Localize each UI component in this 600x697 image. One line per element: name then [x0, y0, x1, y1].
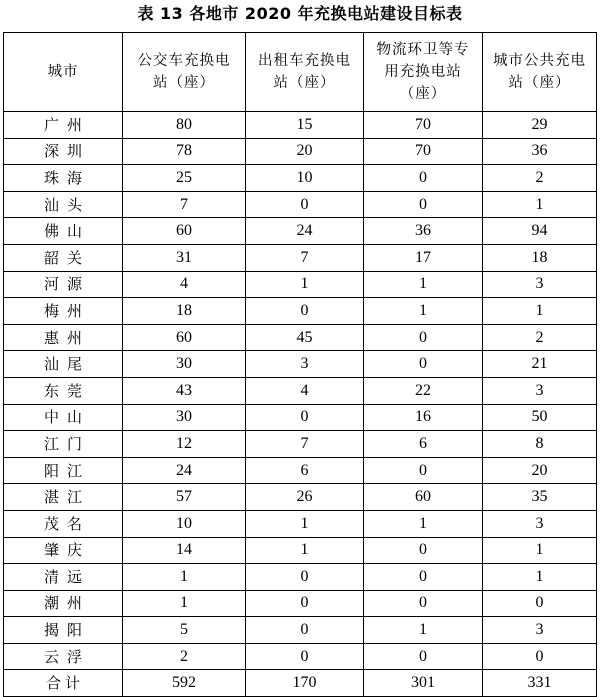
cell-public: 18 [483, 244, 597, 271]
cell-bus: 25 [123, 165, 246, 192]
cell-public: 21 [483, 351, 597, 378]
table-row [4, 643, 597, 670]
cell-taxi: 0 [246, 643, 364, 670]
cell-taxi: 170 [246, 670, 364, 697]
cell-taxi: 1 [246, 271, 364, 298]
cell-logistics: 0 [364, 351, 483, 378]
header-row [4, 33, 597, 112]
cell-bus: 7 [123, 191, 246, 218]
cell-city: 河源 [4, 271, 123, 298]
table-body [4, 112, 597, 697]
cell-city: 汕尾 [4, 351, 123, 378]
cell-bus: 60 [123, 324, 246, 351]
cell-public: 94 [483, 218, 597, 245]
cell-public: 1 [483, 537, 597, 564]
cell-logistics: 0 [364, 564, 483, 591]
cell-bus: 10 [123, 510, 246, 537]
table-row [4, 298, 597, 325]
table-row [4, 165, 597, 192]
table-row [4, 324, 597, 351]
cell-city: 深圳 [4, 138, 123, 165]
header-taxi: 出租车充换电站（座） [246, 33, 364, 112]
cell-public: 331 [483, 670, 597, 697]
cell-taxi: 6 [246, 457, 364, 484]
cell-bus: 60 [123, 218, 246, 245]
table-row [4, 351, 597, 378]
cell-logistics: 70 [364, 112, 483, 139]
cell-city: 珠海 [4, 165, 123, 192]
cell-bus: 80 [123, 112, 246, 139]
cell-logistics: 1 [364, 510, 483, 537]
cell-bus: 31 [123, 244, 246, 271]
cell-public: 3 [483, 377, 597, 404]
cell-bus: 57 [123, 484, 246, 511]
cell-city: 潮州 [4, 590, 123, 617]
cell-logistics: 16 [364, 404, 483, 431]
table-row [4, 191, 597, 218]
cell-bus: 2 [123, 643, 246, 670]
cell-city: 云浮 [4, 643, 123, 670]
charging-station-table [3, 32, 597, 697]
cell-logistics: 70 [364, 138, 483, 165]
table-row [4, 457, 597, 484]
cell-public: 2 [483, 324, 597, 351]
table-title: 表 13 各地市 2020 年充换电站建设目标表 [137, 4, 463, 23]
cell-public: 0 [483, 590, 597, 617]
cell-city: 佛山 [4, 218, 123, 245]
header-logistics: 物流环卫等专用充换电站（座） [364, 33, 483, 112]
cell-bus: 30 [123, 404, 246, 431]
cell-taxi: 3 [246, 351, 364, 378]
cell-taxi: 0 [246, 590, 364, 617]
cell-city: 阳江 [4, 457, 123, 484]
cell-logistics: 0 [364, 590, 483, 617]
cell-logistics: 0 [364, 643, 483, 670]
cell-taxi: 0 [246, 298, 364, 325]
header-bus: 公交车充换电站（座） [123, 33, 246, 112]
table-row [4, 484, 597, 511]
cell-logistics: 1 [364, 271, 483, 298]
cell-bus: 14 [123, 537, 246, 564]
cell-city: 梅州 [4, 298, 123, 325]
table-row [4, 404, 597, 431]
cell-bus: 78 [123, 138, 246, 165]
cell-taxi: 15 [246, 112, 364, 139]
cell-city: 清远 [4, 564, 123, 591]
table-row [4, 112, 597, 139]
header-city: 城市 [4, 33, 123, 112]
cell-city: 汕头 [4, 191, 123, 218]
cell-public: 20 [483, 457, 597, 484]
cell-taxi: 20 [246, 138, 364, 165]
table-row [4, 617, 597, 644]
table-row [4, 271, 597, 298]
cell-public: 3 [483, 271, 597, 298]
cell-taxi: 1 [246, 510, 364, 537]
cell-logistics: 301 [364, 670, 483, 697]
cell-taxi: 45 [246, 324, 364, 351]
cell-taxi: 0 [246, 564, 364, 591]
cell-taxi: 1 [246, 537, 364, 564]
table-row [4, 218, 597, 245]
total-row [4, 670, 597, 697]
table-row [4, 431, 597, 458]
cell-city: 韶关 [4, 244, 123, 271]
cell-city: 广州 [4, 112, 123, 139]
cell-bus: 18 [123, 298, 246, 325]
cell-logistics: 6 [364, 431, 483, 458]
table-row [4, 510, 597, 537]
cell-taxi: 7 [246, 244, 364, 271]
cell-taxi: 7 [246, 431, 364, 458]
cell-taxi: 4 [246, 377, 364, 404]
cell-public: 50 [483, 404, 597, 431]
table-row [4, 564, 597, 591]
table-row [4, 377, 597, 404]
table-row [4, 138, 597, 165]
cell-bus: 30 [123, 351, 246, 378]
cell-logistics: 22 [364, 377, 483, 404]
cell-public: 1 [483, 191, 597, 218]
cell-taxi: 0 [246, 617, 364, 644]
cell-city: 东莞 [4, 377, 123, 404]
cell-city: 中山 [4, 404, 123, 431]
cell-bus: 5 [123, 617, 246, 644]
cell-public: 3 [483, 510, 597, 537]
cell-logistics: 0 [364, 165, 483, 192]
cell-bus: 1 [123, 590, 246, 617]
cell-taxi: 24 [246, 218, 364, 245]
cell-taxi: 0 [246, 191, 364, 218]
cell-public: 35 [483, 484, 597, 511]
cell-bus: 1 [123, 564, 246, 591]
cell-public: 1 [483, 564, 597, 591]
cell-city: 江门 [4, 431, 123, 458]
cell-logistics: 0 [364, 191, 483, 218]
cell-public: 1 [483, 298, 597, 325]
cell-logistics: 1 [364, 617, 483, 644]
cell-bus: 592 [123, 670, 246, 697]
cell-public: 3 [483, 617, 597, 644]
table-row [4, 244, 597, 271]
cell-city: 揭阳 [4, 617, 123, 644]
cell-public: 29 [483, 112, 597, 139]
cell-bus: 24 [123, 457, 246, 484]
cell-bus: 4 [123, 271, 246, 298]
cell-logistics: 0 [364, 457, 483, 484]
header-public: 城市公共充电站（座） [483, 33, 597, 112]
cell-city: 肇庆 [4, 537, 123, 564]
cell-logistics: 60 [364, 484, 483, 511]
table-row [4, 590, 597, 617]
cell-logistics: 0 [364, 324, 483, 351]
cell-public: 36 [483, 138, 597, 165]
cell-city: 湛江 [4, 484, 123, 511]
table-row [4, 537, 597, 564]
cell-city: 惠州 [4, 324, 123, 351]
cell-logistics: 17 [364, 244, 483, 271]
cell-public: 2 [483, 165, 597, 192]
cell-public: 0 [483, 643, 597, 670]
cell-taxi: 26 [246, 484, 364, 511]
cell-taxi: 10 [246, 165, 364, 192]
cell-city: 合计 [4, 670, 123, 697]
cell-bus: 43 [123, 377, 246, 404]
cell-logistics: 36 [364, 218, 483, 245]
cell-logistics: 1 [364, 298, 483, 325]
cell-taxi: 0 [246, 404, 364, 431]
cell-city: 茂名 [4, 510, 123, 537]
cell-bus: 12 [123, 431, 246, 458]
cell-public: 8 [483, 431, 597, 458]
cell-logistics: 0 [364, 537, 483, 564]
